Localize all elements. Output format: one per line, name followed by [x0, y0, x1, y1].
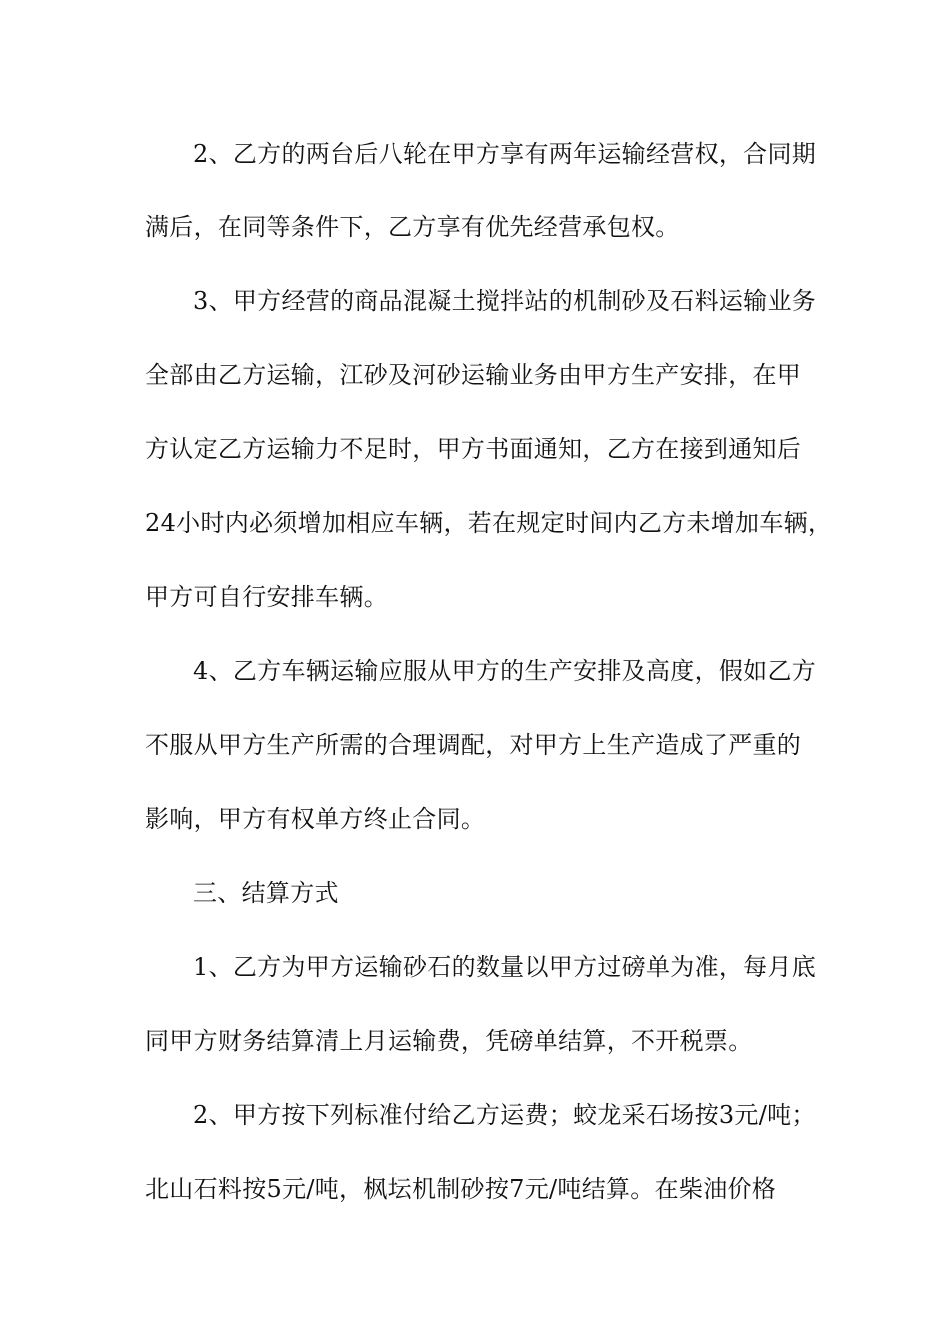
clause-4-line-3: 影响，甲方有权单方终止合同。: [145, 805, 486, 833]
clause-2-line-1: 2、乙方的两台后八轮在甲方享有两年运输经营权，合同期: [193, 140, 817, 168]
settlement-2-line-1: 2、甲方按下列标准付给乙方运费；蛟龙采石场按3元/吨；: [193, 1101, 816, 1129]
clause-3-line-4: 24小时内必须增加相应车辆，若在规定时间内乙方未增加车辆，: [145, 509, 833, 537]
settlement-1-line-1: 1、乙方为甲方运输砂石的数量以甲方过磅单为准，每月底: [193, 953, 817, 981]
clause-3-line-5: 甲方可自行安排车辆。: [145, 583, 388, 611]
settlement-2-line-2: 北山石料按5元/吨，枫坛机制砂按7元/吨结算。在柴油价格: [145, 1175, 777, 1203]
clause-3-line-3: 方认定乙方运输力不足时，甲方书面通知，乙方在接到通知后: [145, 435, 802, 463]
clause-3-line-2: 全部由乙方运输，江砂及河砂运输业务由甲方生产安排，在甲: [145, 361, 802, 389]
clause-4-line-1: 4、乙方车辆运输应服从甲方的生产安排及高度，假如乙方: [193, 657, 817, 685]
settlement-1-line-2: 同甲方财务结算清上月运输费，凭磅单结算，不开税票。: [145, 1027, 753, 1055]
clause-2-line-2: 满后，在同等条件下，乙方享有优先经营承包权。: [145, 213, 680, 241]
clause-4-line-2: 不服从甲方生产所需的合理调配，对甲方上生产造成了严重的: [145, 731, 802, 759]
clause-3-line-1: 3、甲方经营的商品混凝土搅拌站的机制砂及石料运输业务: [193, 287, 817, 315]
section-heading: 三、结算方式: [193, 879, 339, 907]
